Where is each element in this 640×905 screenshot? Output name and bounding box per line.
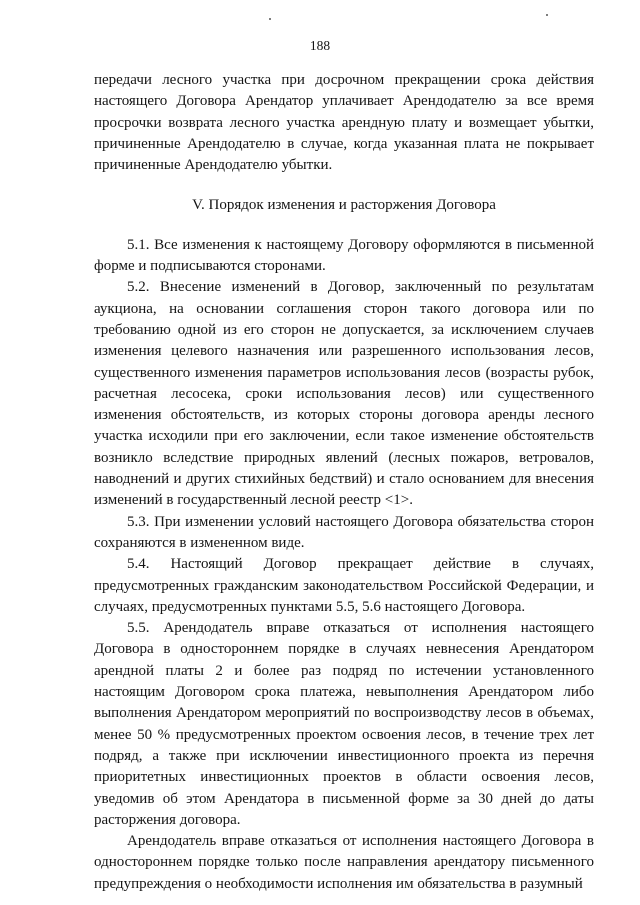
scan-speck bbox=[546, 14, 548, 16]
document-body bbox=[94, 70, 594, 895]
paragraph-termination-notice: Арендодатель вправе отказаться от исполнения настоящего Договора в одностороннем порядке только после направления арендатору письменного предупреждения о необходимости исполнения им обязательства в разумный bbox=[94, 833, 594, 892]
page-number: 188 bbox=[309, 38, 331, 53]
scan-speck bbox=[269, 18, 271, 20]
paragraph-5-1: 5.1. Все изменения к настоящему Договору оформляются в письменной форме и подписываются сторонами. bbox=[94, 236, 594, 275]
paragraph-5-4: 5.4. Настоящий Договор прекращает действие в случаях, предусмотренных гражданским законодательством Российской Федерации, и случаях, предусмотренных пунктами 5.5, 5.6 настоящего Договора. bbox=[94, 556, 594, 615]
paragraph-continuation: передачи лесного участка при досрочном прекращении срока действия настоящего Договора Арендатор уплачивает Арендодателю за все время просрочки возврата лесного участка арендную плату и возмещает убытки, причиненные Арендодателю в случае, когда указанная плата не покрывает причиненные Арендодателю убытки. bbox=[94, 72, 594, 174]
paragraph-5-3: 5.3. При изменении условий настоящего Договора обязательства сторон сохраняются в измененном виде. bbox=[94, 513, 594, 551]
section-title: V. Порядок изменения и расторжения Договора bbox=[192, 196, 496, 213]
paragraph-5-5: 5.5. Арендодатель вправе отказаться от исполнения настоящего Договора в одностороннем порядке в случаях невнесения Арендатором арендной платы 2 и более раз подряд по истечении установленного настоящим Договором срока платежа, невыполнения Арендатором либо выполнения Арендатором мероприятий по воспроизводству лесов в объемах, менее 50 % предусмотренных проектом освоения лесов, в течение трех лет подряд, а также при исключении инвестиционного проекта из перечня приоритетных инвестиционных проектов в области освоения лесов, уведомив об этом Арендатора в письменной форме за 30 дней до даты расторжения договора. bbox=[94, 620, 594, 828]
paragraph-5-2: 5.2. Внесение изменений в Договор, заключенный по результатам аукциона, на основании соглашения сторон такого договора или по требованию одной из его сторон не допускается, за исключением случаев изменения целевого назначения или разрешенного использования лесов, существенного изменения параметров использования лесов (возрасты рубок, расчетная лесосека, сроки использования лесов) или существенного изменения обстоятельств, из которых стороны договора аренды лесного участка исходили при его заключении, если такое изменение обстоятельств возникло вследствие природных явлений (лесных пожаров, ветровалов, наводнений и других стихийных бедствий) и стало основанием для внесения изменений в государственный лесной реестр <1>. bbox=[94, 279, 594, 509]
